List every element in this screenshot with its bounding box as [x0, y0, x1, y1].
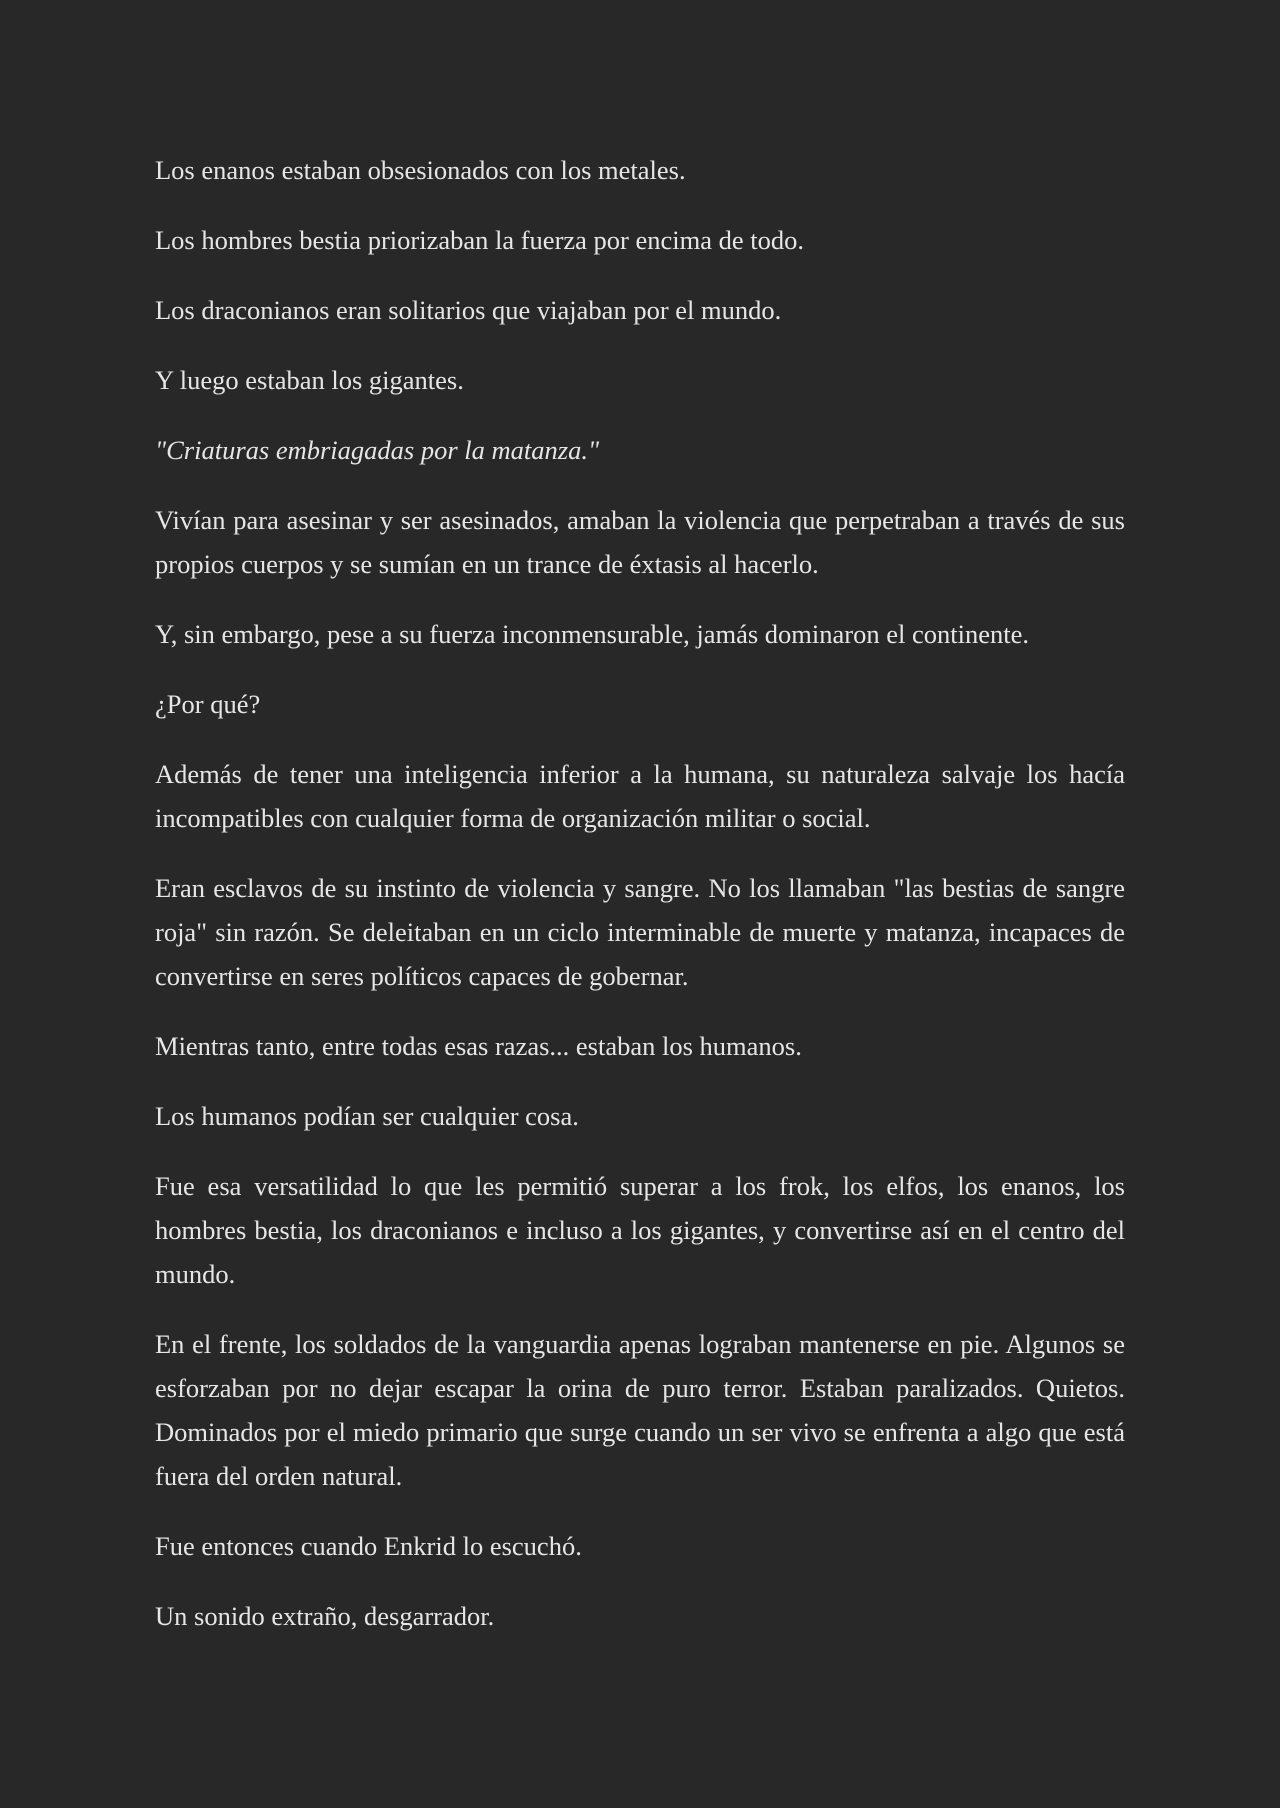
paragraph: Además de tener una inteligencia inferior a la humana, su naturaleza salvaje los hacía incompatibles con cualquier forma de organización militar o social. — [155, 759, 1125, 833]
paragraph: Mientras tanto, entre todas esas razas... estaban los humanos. — [155, 1031, 802, 1061]
paragraph: Fue esa versatilidad lo que les permitió superar a los frok, los elfos, los enanos, los hombres bestia, los draconianos e incluso a los gigantes, y convertirse así en el centro del mundo. — [155, 1171, 1125, 1289]
chapter-text — [155, 148, 1125, 1664]
italic-quote-paragraph: "Criaturas embriagadas por la matanza." — [155, 435, 600, 465]
paragraph: Los enanos estaban obsesionados con los metales. — [155, 155, 686, 185]
paragraph: Fue entonces cuando Enkrid lo escuchó. — [155, 1531, 582, 1561]
paragraph: Un sonido extraño, desgarrador. — [155, 1601, 495, 1631]
paragraph: Vivían para asesinar y ser asesinados, amaban la violencia que perpetraban a través de sus propios cuerpos y se sumían en un trance de éxtasis al hacerlo. — [155, 505, 1125, 579]
paragraph: Y, sin embargo, pese a su fuerza inconmensurable, jamás dominaron el continente. — [155, 619, 1029, 649]
paragraph: Los hombres bestia priorizaban la fuerza por encima de todo. — [155, 225, 805, 255]
paragraph: Los humanos podían ser cualquier cosa. — [155, 1101, 579, 1131]
paragraph: Y luego estaban los gigantes. — [155, 365, 464, 395]
paragraph: En el frente, los soldados de la vanguardia apenas lograban mantenerse en pie. Algunos se esforzaban por no dejar escapar la orina de puro terror. Estaban paralizados. Quietos. Dominados por el miedo primario que surge cuando un ser vivo se enfrenta a algo que está fuera del orden natural. — [155, 1329, 1125, 1491]
paragraph: Eran esclavos de su instinto de violencia y sangre. No los llamaban "las bestias de sangre roja" sin razón. Se deleitaban en un ciclo interminable de muerte y matanza, incapaces de convertirse en seres políticos capaces de gobernar. — [155, 873, 1125, 991]
paragraph: ¿Por qué? — [155, 689, 261, 719]
paragraph: Los draconianos eran solitarios que viajaban por el mundo. — [155, 295, 782, 325]
